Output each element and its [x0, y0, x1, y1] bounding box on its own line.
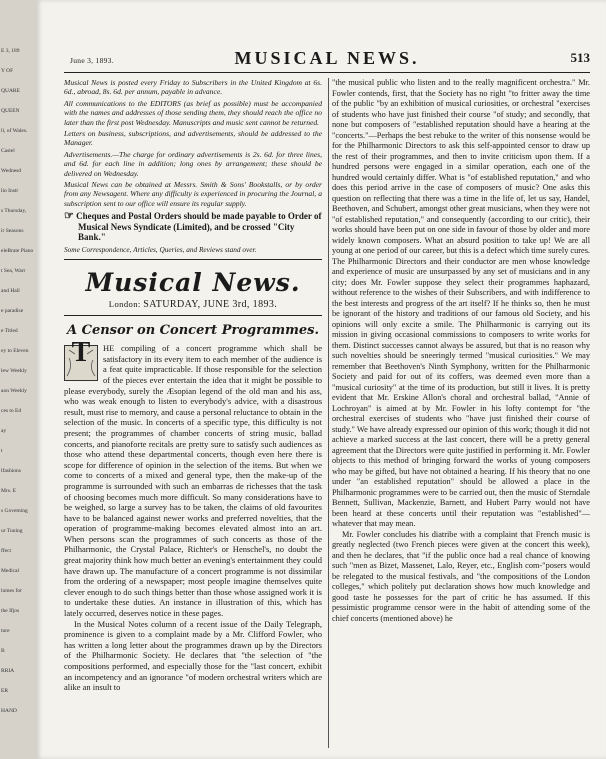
header-rule: [64, 72, 590, 73]
margin-fragment: HAND: [1, 708, 17, 714]
margin-fragment: ER: [1, 688, 9, 694]
margin-fragment: E 3, 189: [1, 48, 20, 54]
notice-subscription: Musical News is posted every Friday to Subscribers in the United Kingdom at 6s. 6d., abroad, 8s. 6d. per annum, payable in advance.: [64, 78, 322, 97]
paragraph: Mr. Fowler concludes his diatribe with a complaint that French music is greatly neglected (two French pieces were given at the concert this week), and then he declares, that "if the public once had a real chance of knowing such "men as Bizet, Massenet, Lalo, Reyer, etc., English com-"posers would be relegated to the musical festivals, and "the compositions of the London colleges," which politely put declaration shows how much knowledge and good taste he possesses for the part of critic he has assumed. If this pessimistic programme censor were in the habit of attending some of the chief concerts (mentioned above) he: [332, 529, 590, 623]
margin-fragment: lio Instr: [1, 188, 19, 194]
margin-fragment: lfashions: [1, 468, 21, 474]
paragraph: "the musical public who listen and to the really magnificent orchestra." Mr. Fowler contends, first, that the Society has no right "to fritter away the time of the public "by an exhibition of musical curiosities, or orchestral "exercises of students who have just finished their course "of study; and secondly, that none but composers of "established reputation should have a hearing at the "concerts."—Perhaps the best rebuke to the writer of this nonsense would be for the Philharmonic Directors to ask this self-appointed censor to draw up the rest of their programmes, and then to invite criticism upon them. If a hundred persons were engaged in a similar operation, each one of the hundred would certainly differ. What is "of established reputation," and who does this period arrive in the case of composers of music? One asks this question on reflecting that there was a time in the life of, let us say, Handel, Beethoven, and Schubert, amongst other great musicians, when they were not "of established reputation," and consequently (according to our critic), their works should have been put on one side in favour of those by older and more widely known composers. What an absurd position to take up! We are all young at one period of our career, but this is a defect which time surely cures. The Philharmonic Directors and their conductor are men whose knowledge and experience of music are unsurpassed by any set of musicians and in any city; does Mr. Fowler suppose they select their programmes haphazard, without reference to the wishes of their Subscribers, and with indifference to the best interests and progress of the art itself? If he thinks so, then he must be ignorant of the history and traditions of our famous old Society, and his opinions will only excite a smile. The Philharmonic is carrying out its mission in giving occasional commissions to composers to write works for them. Distinct successes cannot always be assured, but that is no reason why such novelties should be sneeringly termed "musical curiosities." We may remember that Beethoven's Ninth Symphony, written for the Philharmonic Society and paid for out of its coffers, was deemed even more than a "musical curiosity" at the time of its production, but still it lives. It is pretty evident that Mr. Erskine Allon's choral and orchestral ballad, "Annie of Lochroyan" is aimed at by Mr. Fowler in his lofty contempt for "the orchestral exercises of students who "have just finished their course of study." We have already expressed our opinion of this work; though it did not achieve a marked success at the last concert, there will be a pretty general agreement that the Directors were quite justified in performing it. Mr. Fowler objects to this method of bringing forward the works of young composers who may be gifted, but have not obtained a hearing. If his theory that no one under "an established reputation" should be allowed a place in the Philharmonic programmes were to be carried out, then the music of Sterndale Bennett, Sullivan, Mackenzie, Barnett, and Hubert Parry would not have been heard at these concerts until their reputation was "established"—whatever that may mean.: [332, 78, 590, 528]
paragraph: HE compiling of a concert programme which shall be satisfactory in its every item to each member of the audience is a feat quite impracticable. If those responsible for the selection of the pieces ever entertain the idea that it might be possible to please everybody, surely the Æsopian legend of the old man and his ass, who was weak enough to listen to everybody's advice, with a disastrous result, must rise to memory, and cause a personal reluctance to obtain in the selection of the music. In concerts of a specific type, this difficulty is not present; the programmes of chamber concerts of string music, ballad concerts, and pianoforte recitals are pretty sure to satisfy such audiences as those who attend these departmental concerts, though even here there is scope for difference of opinion in the selection of the items. But when we come to concerts of a mixed and general type, then the make-up of the programme is surrounded with such an embarras de richesses that the task of choosing becomes much more difficult. So many considerations have to be weighed, so large a survey has to be taken, the claims of old favourites have to be balanced against newer works and preferred novelties, that the operation of programme-making becomes elevated almost into an art. When persons scan the programmes of such concerts as those of the Philharmonic, the Crystal Palace, Richter's or Henschel's, no doubt the great majority think how much better an evening's entertainment they could have drawn up. The manufacture of a concert programme is not dissimilar from the ordering of a newspaper; most people imagine themselves quite clever enough to do such things better than those whose assigned work it is to undertake these duties. An instance in illustration of this, which has lately occurred, deserves notice in these pages.: [64, 343, 322, 619]
margin-fragment: B: [1, 648, 5, 654]
margin-fragment: t: [1, 448, 3, 454]
cheques-notice: [64, 211, 322, 243]
left-margin-strip: [0, 0, 36, 759]
margin-fragment: lew Weekly: [1, 368, 27, 374]
paragraph: In the Musical Notes column of a recent issue of the Daily Telegraph, prominence is given to a complaint made by a Mr. Clifford Fowler, who has written a long letter about the programmes drawn up by the Directors of the Philharmonic Society. He declares that "the selection of "the compositions performed, and especially those for the "last concert, exhibit an incompetency and an ignorance "of modern orchestral writers which are alike an insult to: [64, 618, 322, 693]
newspaper-page: [36, 0, 606, 759]
masthead: Musical News.: [85, 268, 301, 298]
margin-fragment: ture: [1, 628, 10, 634]
margin-fragment: Wednesd: [1, 168, 22, 174]
article-title: A Censor on Concert Programmes.: [66, 323, 319, 339]
margin-fragment: eleBrate Piano: [1, 248, 34, 254]
notice-bookstalls: Musical News can be obtained at Messrs. Smith & Sons' Bookstalls, or by order from any Newsagent. Where any difficulty is experienced in procuring the Journal, a subscription sent to our office will ensure its regular supply.: [64, 180, 322, 208]
margin-fragment: ey to Eleven: [1, 348, 29, 354]
margin-fragment: ll, of Wales.: [1, 128, 28, 134]
drop-cap: [64, 337, 98, 381]
margin-fragment: Mrs. E: [1, 488, 16, 494]
margin-fragment: Medical: [1, 568, 20, 574]
drop-cap-letter: T: [71, 337, 91, 369]
margin-fragment: s Thursday,: [1, 208, 27, 214]
article-body-left: [64, 337, 322, 693]
margin-fragment: QUEEN: [1, 108, 20, 114]
right-column: [332, 78, 590, 624]
page-header: [64, 48, 590, 70]
margin-fragment: s Goveming: [1, 508, 28, 514]
notice-business: Letters on business, subscriptions, and advertisements, should be addressed to the Manager.: [64, 129, 322, 148]
margin-fragment: e paradise: [1, 308, 24, 314]
margin-fragment: ces to Ed: [1, 408, 22, 414]
margin-fragment: ur Tuning: [1, 528, 23, 534]
pointing-hand-icon: ☞: [64, 210, 74, 223]
margin-fragment: RRIA: [1, 668, 15, 674]
article-body-right: [332, 78, 590, 624]
section-rule: [64, 259, 322, 260]
section-rule-2: [64, 315, 322, 316]
header-date: June 3, 1893.: [70, 56, 114, 65]
margin-fragment: lumes for: [1, 588, 22, 594]
dateline-prefix: London:: [108, 299, 141, 310]
correspondence-note: Some Correspondence, Articles, Queries, and Reviews stand over.: [64, 244, 257, 254]
margin-fragment: Y OF: [1, 68, 14, 74]
margin-fragment: t Sea, Warr: [1, 268, 26, 274]
margin-fragment: and Hall: [1, 288, 20, 294]
page-number: 513: [570, 50, 590, 65]
left-column: [64, 78, 322, 693]
margin-fragment: ir Seasons: [1, 228, 24, 234]
margin-fragment: Castel: [1, 148, 15, 154]
margin-fragment: e Titled: [1, 328, 18, 334]
margin-fragment: QUARE: [1, 88, 20, 94]
header-title: MUSICAL NEWS.: [234, 48, 420, 68]
margin-fragment: ay: [1, 428, 7, 434]
dateline-date: SATURDAY, JUNE 3rd, 1893.: [143, 299, 278, 311]
margin-fragment: aon Weekly: [1, 388, 27, 394]
notice-advertisements: Advertisements.—The charge for ordinary advertisements is 2s. 6d. for three lines, and 6d. for each line in addition; long ones by arrangement; these should be delivered on Wednesday.: [64, 149, 322, 178]
cheques-text: Cheques and Postal Orders should be made payable to Order of Musical News Syndicate (Limited), and be crossed "City Bank.": [76, 211, 322, 243]
notice-editors: All communications to the EDITORS (as brief as possible) must be accompanied with the names and addresses of those sending them, they should reach the office no later than the first post Wednesday. Manuscripts and music sent cannot be returned.: [64, 98, 322, 127]
column-divider: [328, 78, 329, 748]
margin-fragment: the Ifjos: [1, 608, 20, 614]
margin-fragment: ffect: [1, 548, 11, 554]
dateline: [64, 299, 322, 310]
